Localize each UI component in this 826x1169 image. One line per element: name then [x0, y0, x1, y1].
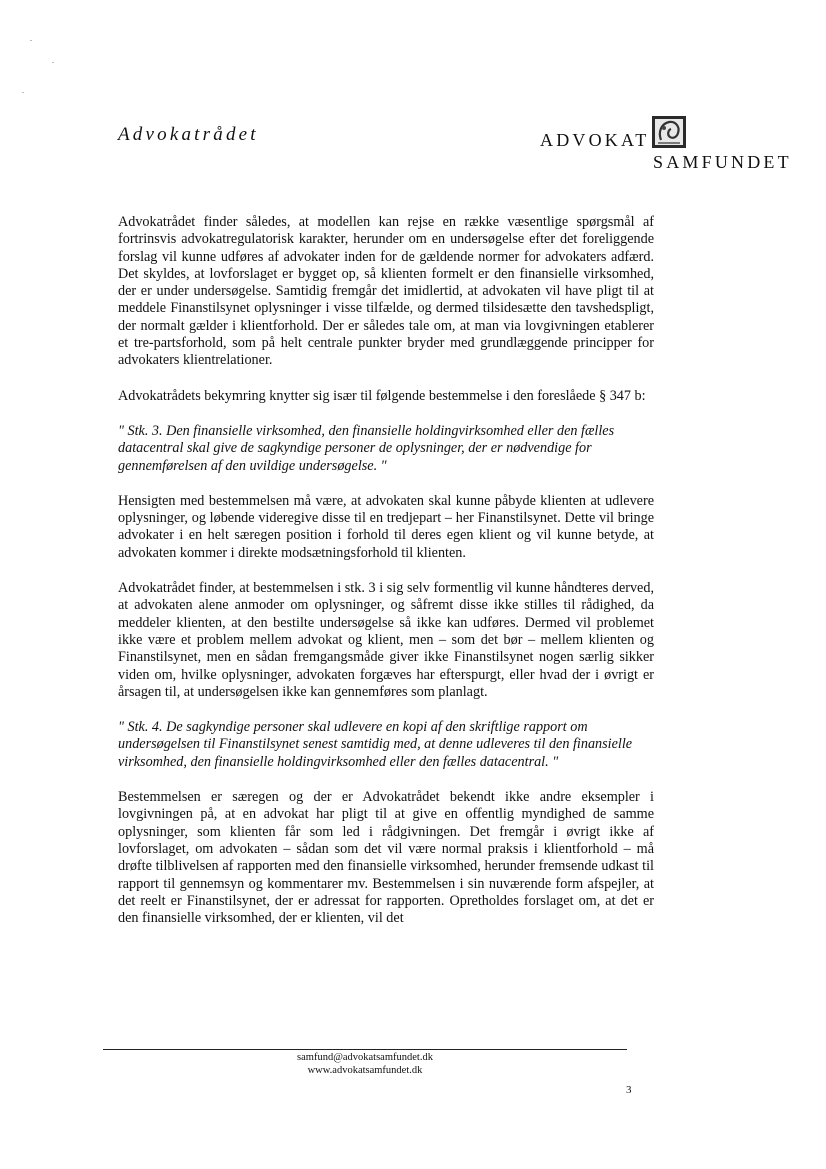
scan-speck — [22, 92, 24, 93]
body-paragraph: Hensigten med bestemmelsen må være, at advokaten skal kunne påbyde klienten at udlevere oplysninger, og løbende videregive disse til en tredjepart – her Finanstilsynet. Dette vil bringe advokater i en helt særegen position i forhold til deres egen klient og vil kunne betyde, at advokaten kommer i direkte modsætningsforhold til klienten. — [118, 492, 654, 561]
advokatraadet-title: Advokatrådet — [118, 124, 259, 145]
quoted-provision-stk3: " Stk. 3. Den finansielle virksomhed, den finansielle holdingvirksomhed eller den fælles datacentral skal give de sagkyndige personer de oplysninger, der er nødvendige for gennemførelsen af den uvildige undersøgelse. " — [118, 422, 615, 474]
body-paragraph: Bestemmelsen er særegen og der er Advokatrådet bekendt ikke andre eksempler i lovgivningen på, at en advokat har pligt til at give en offentlig myndighed de samme oplysninger, som klienten får som led i rådgivningen. Det fremgår i øvrigt ikke af lovforslaget, om advokaten – sådan som det vil være normal praksis i klientforhold – må drøfte tilblivelsen af rapporten med den finansielle virksomhed, herunder fremsende udkast til rapport til gennemsyn og kommentarer mv. Bestemmelsen i sin nuværende form afspejler, at det reelt er Finanstilsynet, der er adressat for rapporten. Opretholdes forslaget om, at det er den finansielle virksomhed, der er klienten, vil det — [118, 789, 654, 927]
brand-word-advokat: ADVOKAT — [540, 130, 650, 150]
page-number: 3 — [626, 1084, 632, 1096]
advokatsamfundet-logo-icon — [652, 116, 686, 148]
footer-divider — [103, 1049, 627, 1050]
letter-body — [118, 214, 654, 945]
scan-speck — [52, 62, 54, 63]
body-paragraph: Advokatrådet finder, at bestemmelsen i stk. 3 i sig selv formentlig vil kunne håndteres derved, at advokaten alene anmoder om oplysninger, og såfremt disse ikke stilles til rådighed, da meddeler klienten, at den bestilte undersøgelse så ikke kan udføres. Dermed vil problemet ikke være et problem mellem advokat og klient, men – som det bør – mellem klienten og Finanstilsynet, men en sådan fremgangsmåde giver ikke Finanstilsynet nogen særlig sikker viden om, hvilke oplysninger, advokaten forgæves har efterspurgt, eller hvad der i øvrigt er årsagen til, at undersøgelsen ikke kan gennemføres som planlagt. — [118, 580, 654, 700]
footer-email: samfund@advokatsamfundet.dk — [297, 1052, 433, 1063]
body-paragraph: Advokatrådet finder således, at modellen kan rejse en række væsentlige spørgsmål af fortrinsvis advokatregulatorisk karakter, herunder om en undersøgelse efter det foreliggende forslag vil kunne udføres af advokater inden for de gældende normer for advokaters adfærd. Det skyldes, at lovforslaget er bygget op, så klienten formelt er den finansielle virksomhed, der er under undersøgelse. Samtidig fremgår det imidlertid, at advokaten vil have pligt til at meddele Finanstilsynet oplysninger i visse tilfælde, og dermed tilsidesætte den tavshedspligt, der normalt gælder i klientforhold. Der er således tale om, at man via lovgivningen etablerer et tre-partsforhold, som på helt centrale punkter bryder med grundlæggende principper for advokaters klientrelationer. — [118, 214, 654, 369]
footer-website: www.advokatsamfundet.dk — [307, 1065, 423, 1076]
advokatsamfundet-brand — [540, 112, 796, 172]
body-paragraph: Advokatrådets bekymring knytter sig især til følgende bestemmelse i den foreslåede § 347 b: — [118, 387, 646, 404]
brand-word-samfundet: SAMFUNDET — [653, 152, 792, 172]
footer-contact — [103, 1051, 627, 1077]
scan-speck — [30, 40, 32, 41]
quoted-provision-stk4: " Stk. 4. De sagkyndige personer skal udlevere en kopi af den skriftlige rapport om undersøgelsen til Finanstilsynet senest samtidig med, at denne udleveres til den finansielle virksomhed, den finansielle holdingvirksomhed eller den fælles datacentral. " — [118, 719, 633, 770]
